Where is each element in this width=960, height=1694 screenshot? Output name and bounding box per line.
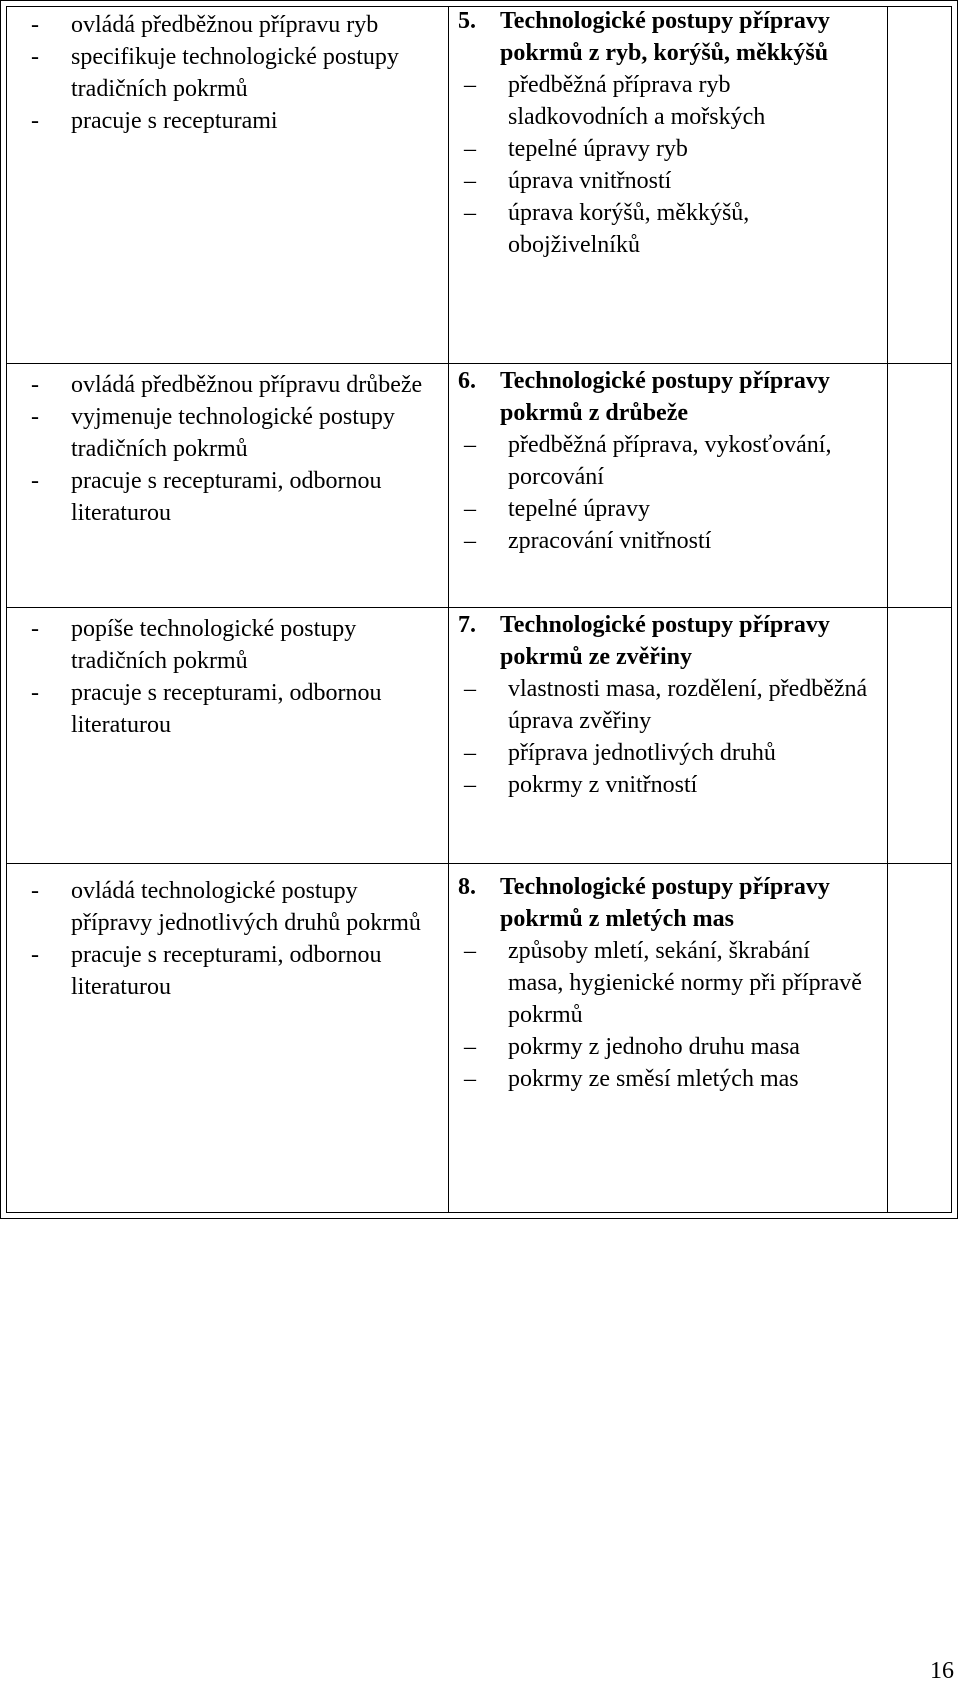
list-item: – tepelné úpravy: [458, 493, 868, 525]
row-divider-3: [7, 863, 951, 864]
row-3-outcomes: [31, 613, 441, 741]
list-item: – úprava vnitřností: [458, 165, 868, 197]
list-item: – tepelné úpravy ryb: [458, 133, 868, 165]
row-2-topic: [458, 365, 868, 557]
row-4-topic: [458, 871, 868, 1095]
row-3-topic: [458, 609, 868, 801]
page-number: 16: [930, 1658, 954, 1684]
row-divider-2: [7, 607, 951, 608]
list-item: - ovládá předběžnou přípravu drůbeže: [31, 369, 441, 401]
list-item: - popíše technologické postupy tradičních pokrmů: [31, 613, 441, 677]
list-item: - pracuje s recepturami, odbornou literaturou: [31, 939, 441, 1003]
row-divider-1: [7, 363, 951, 364]
list-item: - pracuje s recepturami: [31, 105, 441, 137]
list-item: - pracuje s recepturami, odbornou literaturou: [31, 465, 441, 529]
list-item: – pokrmy z jednoho druhu masa: [458, 1031, 868, 1063]
topic-number: 6.: [458, 368, 476, 394]
topic-title: Technologické postupy přípravy pokrmů ze zvěřiny: [500, 612, 830, 670]
list-item: - ovládá technologické postupy přípravy jednotlivých druhů pokrmů: [31, 875, 441, 939]
list-item: – způsoby mletí, sekání, škrabání masa, hygienické normy při přípravě pokrmů: [458, 935, 868, 1031]
row-4-outcomes: [31, 875, 441, 1003]
list-item: - pracuje s recepturami, odbornou literaturou: [31, 677, 441, 741]
list-item: – předběžná příprava, vykosťování, porcování: [458, 429, 868, 493]
list-item: – úprava korýšů, měkkýšů, obojživelníků: [458, 197, 868, 261]
list-item: – pokrmy ze směsí mletých mas: [458, 1063, 868, 1095]
topic-number: 5.: [458, 8, 476, 34]
list-item: – pokrmy z vnitřností: [458, 769, 868, 801]
topic-title: Technologické postupy přípravy pokrmů z ryb, korýšů, měkkýšů: [500, 8, 830, 66]
row-2-outcomes: [31, 369, 441, 529]
list-item: - specifikuje technologické postupy tradičních pokrmů: [31, 41, 441, 105]
list-item: – příprava jednotlivých druhů: [458, 737, 868, 769]
topic-number: 7.: [458, 612, 476, 638]
topic-number: 8.: [458, 874, 476, 900]
topic-title: Technologické postupy přípravy pokrmů z mletých mas: [500, 874, 830, 932]
column-divider-1: [448, 7, 449, 1212]
row-1-topic: [458, 5, 868, 261]
column-divider-2: [887, 7, 888, 1212]
list-item: – vlastnosti masa, rozdělení, předběžná úprava zvěřiny: [458, 673, 868, 737]
list-item: - ovládá předběžnou přípravu ryb: [31, 9, 441, 41]
list-item: – předběžná příprava ryb sladkovodních a mořských: [458, 69, 868, 133]
list-item: - vyjmenuje technologické postupy tradičních pokrmů: [31, 401, 441, 465]
list-item: – zpracování vnitřností: [458, 525, 868, 557]
row-1-outcomes: [31, 9, 441, 137]
topic-title: Technologické postupy přípravy pokrmů z drůbeže: [500, 368, 830, 426]
